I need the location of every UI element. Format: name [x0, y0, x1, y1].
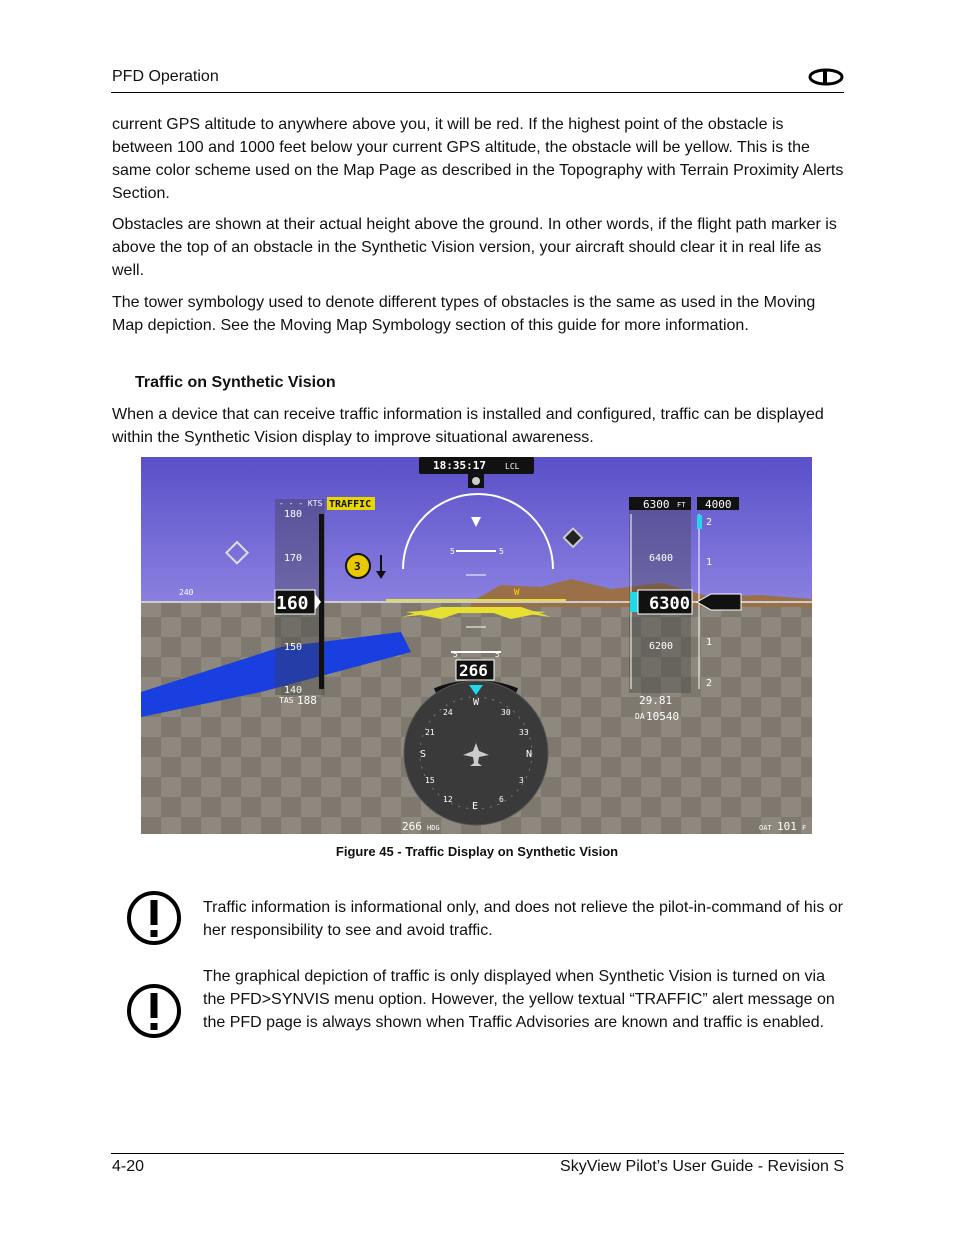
- oat-label: OAT: [759, 824, 772, 832]
- airspeed-tick: 180: [284, 509, 303, 520]
- compass-label: 12: [443, 795, 453, 804]
- compass-label: S: [420, 749, 427, 760]
- altitude-bug-units: FT: [677, 501, 686, 509]
- compass-label: 3: [519, 776, 524, 785]
- vsi-tick: 1: [706, 557, 713, 568]
- page-footer: [111, 1153, 844, 1175]
- intro-paragraph: When a device that can receive traffic information is installed and configured, traffic can be displayed within the Synthetic Vision display to improve situational awareness.: [112, 406, 824, 446]
- traffic-target-label: 3: [354, 560, 361, 573]
- synthetic-vision-figure: [141, 457, 812, 834]
- pitch-label: 5: [495, 650, 500, 659]
- note-1-text: Traffic information is informational only, and does not relieve the pilot-in-command of his or her responsibility to see and avoid traffic.: [203, 899, 844, 939]
- vsi-tick: 1: [706, 637, 713, 648]
- section-title: PFD Operation: [112, 68, 219, 85]
- compass-label: 24: [443, 708, 453, 717]
- compass-label: 15: [425, 776, 435, 785]
- runway-label: 240: [179, 588, 194, 597]
- note-2-text: The graphical depiction of traffic is only displayed when Synthetic Vision is turned on via the PFD>SYNVIS menu option. However, the yellow textual “TRAFFIC” alert message on the PFD page is always shown when Traffic Advisories are known and traffic is enabled.: [203, 968, 835, 1031]
- compass-label: 33: [519, 728, 529, 737]
- compass-label: N: [526, 749, 533, 760]
- traffic-alert-text: TRAFFIC: [329, 499, 372, 510]
- horizon-heading-letter: W: [514, 588, 520, 598]
- tas-label: TAS: [279, 696, 294, 705]
- exclamation-icon: [125, 982, 183, 1040]
- compass-label: W: [473, 697, 480, 708]
- pitch-label: 5: [499, 547, 504, 556]
- compass-label: 30: [501, 708, 511, 717]
- heading-bug-label: HDG: [427, 824, 440, 832]
- airspeed-tick: 150: [284, 642, 303, 653]
- vsi-tick: 2: [706, 678, 713, 689]
- altitude-readout: 6300: [649, 594, 690, 614]
- exclamation-icon: [125, 889, 183, 947]
- oat-value: 101: [777, 820, 797, 833]
- vsi-tick: 2: [706, 517, 713, 528]
- clock-readout: 18:35:17: [433, 459, 486, 472]
- compass-label: E: [472, 801, 479, 812]
- altitude-tick: 6400: [649, 553, 674, 564]
- airspeed-units: - - - KTS: [279, 499, 323, 508]
- pfd-display: [141, 457, 812, 834]
- pitch-label: 5: [453, 650, 458, 659]
- paragraph-1: current GPS altitude to anywhere above you, it will be red. If the highest point of the obstacle is between 100 and 1000 feet below your current GPS altitude, the obstacle will be yellow. This is the same color scheme used on the Map Page as described in the Topography with Terrain Proximity Alerts Section.: [112, 116, 844, 202]
- page-header: [111, 66, 844, 93]
- heading-bug-value: 266: [402, 820, 422, 833]
- altitude-tick: 6200: [649, 641, 674, 652]
- clock-mode: LCL: [505, 462, 520, 471]
- figure-caption: Figure 45 - Traffic Display on Synthetic Vision: [335, 844, 619, 859]
- heading-readout: 266: [459, 661, 488, 680]
- da-label: DA: [635, 712, 645, 721]
- compass-label: 6: [499, 795, 504, 804]
- airspeed-tick: 140: [284, 685, 303, 696]
- density-altitude: 10540: [646, 710, 680, 723]
- section-heading: Traffic on Synthetic Vision: [135, 374, 336, 391]
- page-number: 4-20: [112, 1158, 145, 1175]
- compass-label: 21: [425, 728, 435, 737]
- document-title: SkyView Pilot’s User Guide - Revision S: [560, 1158, 844, 1175]
- dynon-logo-icon: [808, 68, 844, 86]
- tas-value: 188: [297, 694, 317, 707]
- altitude-bug: 6300: [643, 498, 670, 511]
- airspeed-tick: 170: [284, 553, 303, 564]
- airspeed-readout: 160: [276, 593, 309, 614]
- vsi-bug: 4000: [705, 498, 732, 511]
- paragraph-3: The tower symbology used to denote different types of obstacles is the same as used in the Moving Map depiction. See the Moving Map Symbology section of this guide for more information.: [112, 294, 816, 334]
- oat-units: F: [802, 824, 807, 832]
- pitch-label: 5: [450, 547, 455, 556]
- baro-setting: 29.81: [639, 694, 673, 707]
- paragraph-2: Obstacles are shown at their actual height above the ground. In other words, if the flight path marker is above the top of an obstacle in the Synthetic Vision version, your aircraft should clear it in real life as well.: [112, 216, 837, 279]
